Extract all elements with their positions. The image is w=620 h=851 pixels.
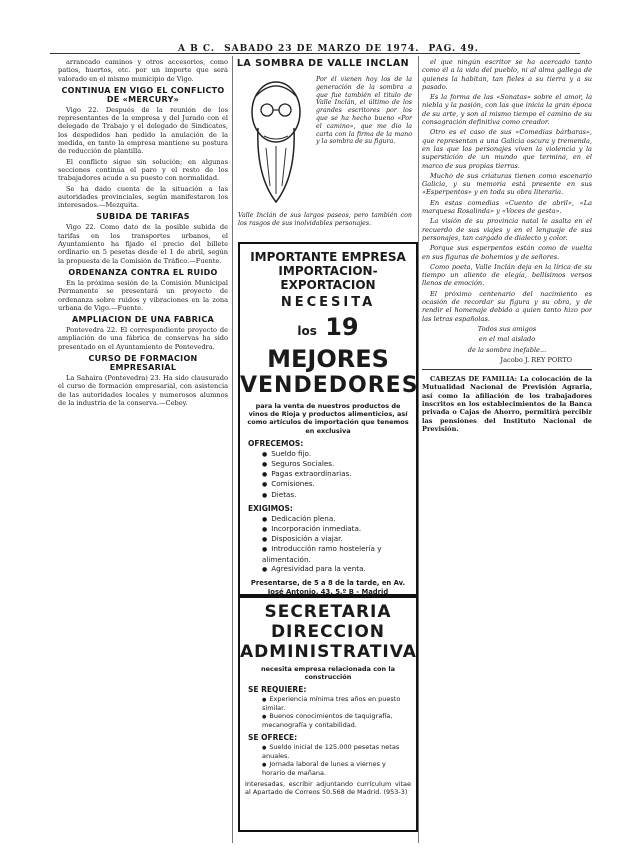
headline-fabrica: AMPLIACION DE UNA FABRICA xyxy=(71,315,214,325)
list-item: ● Disposición a viajar. xyxy=(262,534,408,544)
article-text: Como poeta, Valle Inclán deja en la lírica de su tiempo un aliento de elegía, bellísimos versos llenos de emoción. xyxy=(422,262,592,288)
ad-vendedores: VENDEDORES xyxy=(240,373,419,398)
article-text: Porque sus esperpentos están como de vuelta en sus figuras de bohemios y de señores. xyxy=(422,244,592,261)
article-text: Vigo 22. Como dato de la posible subida de tarifas en los transportes urbanos, el Ayuntamiento ha fijado el precio del billete ordinario en 5 pesetas desde el 1 de abril, según la propuesta de la Comisión de Tráfico.—Fuente. xyxy=(58,223,228,265)
author-signature: Jacobo J. REY PORTO xyxy=(500,355,572,364)
portrait-illustration xyxy=(236,76,314,210)
article-text: En la próxima sesión de la Comisión Municipal Permanente se presentará un proyecto de ordenanza sobre ruidos y vibraciones en la zona urbana de Vigo.—Fuente. xyxy=(58,278,228,312)
right-column xyxy=(422,58,592,848)
article-text: Se ha dado cuenta de la situación a las autoridades provinciales, según manifestaron los interesados.—Mezquita. xyxy=(58,184,228,210)
secretary-job-ad xyxy=(238,596,418,832)
verse-line: Todos sus amigos xyxy=(477,324,537,333)
headline-tarifas: SUBIDA DE TARIFAS xyxy=(96,212,190,222)
feature-text: Por él vienen hoy los de la generación de la sombra a que fue también el titulo de Valle Inclán, el último de los grandes escritores por los que se ha hecho bueno «Por el camino», que me dio la carta con la firma de la mano y la sombra de su figura. xyxy=(316,76,412,146)
left-column xyxy=(58,58,228,848)
article-text: Es la forma de las «Sonatas» sobre el amor, la niebla y la pasión, con las que inicia la gran época de su arte, y son al mismo tiempo el camino de su consagración definitiva como creador. xyxy=(422,93,592,127)
article-text: La visión de su provincia natal le asalta en el recuerdo de sus viajes y en el lenguaje de sus personajes, tan cargado de dialecto y color. xyxy=(422,217,592,242)
article-text: arrancado caminos y otros accesorios, como patios, huertos, etc. por un importe que será valorado en el mismo municipio de Vigo. xyxy=(58,58,228,83)
list-item: ● Comisiones. xyxy=(262,479,408,489)
list-item: ● Buenos conocimientos de taquigrafía, mecanografía y contabilidad. xyxy=(262,712,410,729)
issue-date: SABADO 23 DE MARZO DE 1974. xyxy=(224,44,420,54)
list-item: ● Sueldo inicial de 125.000 pesetas netas anuales. xyxy=(262,743,410,760)
ofrece-label: SE OFRECE: xyxy=(248,733,298,742)
article-text: el que ningún escritor se ha acercado tanto como él a la vida del pueblo, ni al alma gallega de quienes la habitan, tan fieles a su tierra y a su pasado. xyxy=(422,58,592,91)
ad-heading-1: IMPORTANTE EMPRESA xyxy=(250,250,406,264)
article-text: Pontevedra 22. El correspondiente proyecto de ampliación de una fábrica de conservas ha sido presentado en el Ayuntamiento de Pontevedra. xyxy=(58,326,228,351)
headline-ruido: ORDENANZA CONTRA EL RUIDO xyxy=(68,267,218,277)
exigimos-label: EXIGIMOS: xyxy=(248,503,293,513)
section-rule xyxy=(422,369,592,370)
ad-number: 19 MEJORES xyxy=(267,313,389,373)
verse-line: de la sombra inefable... xyxy=(467,345,547,354)
headline-curso: CURSO DE FORMACION EMPRESARIAL xyxy=(88,354,198,373)
sales-job-ad xyxy=(238,242,418,596)
article-text: Vigo 22. Después de la reunión de los representantes de la empresa y del Jurado con el delegado de Trabajo y el delegado de Sindicatos, los despedidos han pedido la anulación de la medida, en tanto la empresa mantiene su postura de reducción de plantilla. xyxy=(58,105,228,156)
ad-contact: Presentarse, de 5 a 8 de la tarde, en Av. José Antonio, 43, 5.º B - Madrid xyxy=(250,579,406,596)
ad-los: los xyxy=(297,324,317,338)
list-item: ● Seguros Sociales. xyxy=(262,459,408,469)
article-text: El próximo centenario del nacimiento es ocasión de recordar su figura y su obra, y de rendir el homenaje debido a quien tanto hizo por las letras españolas. xyxy=(422,289,592,323)
ofrecemos-list xyxy=(262,449,408,500)
page-number: PAG. 49. xyxy=(428,44,479,54)
ad-subtitle: necesita empresa relacionada con la construcción xyxy=(260,665,396,681)
ad-title-3: ADMINISTRATIVA xyxy=(240,642,417,662)
ad-necesita: NECESITA xyxy=(280,295,376,310)
article-text: El conflicto sigue sin solución; en algunas secciones continúa el paro y el resto de los trabajadores acude a su puesto con normalidad. xyxy=(58,157,228,183)
list-item: ● Incorporación inmediata. xyxy=(262,524,408,534)
article-text: En estas comedias «Cuento de abril», «La marquesa Rosalinda» y «Voces de gesta». xyxy=(422,198,592,216)
valle-inclan-feature xyxy=(232,56,414,232)
ad-heading-2: IMPORTACION-EXPORTACION xyxy=(278,264,378,292)
list-item: ● Dietas. xyxy=(262,490,408,500)
newspaper-name: A B C. xyxy=(178,44,215,54)
list-item: ● Pagas extraordinarias. xyxy=(262,469,408,479)
requiere-list xyxy=(262,695,410,729)
ad-contact: Interesadas, escribir adjuntando currículum vitae al Apartado de Correos 50.568 de Madrid. (953-3) xyxy=(245,780,411,796)
list-item: ● Experiencia mínima tres años en puesto similar. xyxy=(262,695,410,712)
column-rule-right xyxy=(418,56,419,843)
ofrece-list xyxy=(262,743,410,777)
ad-description: para la venta de nuestros productos de vinos de Rioja y productos alimenticios, así como artículos de importación que tenemos en exclusiva xyxy=(247,402,409,435)
list-item: ● Sueldo fijo. xyxy=(262,449,408,459)
article-text: Otro es el caso de sus «Comedias bárbaras», que representan a una Galicia oscura y tremenda, en las que los personajes viven la violencia y la superstición de un mundo que termina, en el marco de sus propias tierras. xyxy=(422,128,592,170)
verse-line: en el mal aislado xyxy=(478,335,536,344)
exigimos-list xyxy=(262,514,408,574)
feature-title: LA SOMBRA DE VALLE INCLAN xyxy=(236,58,410,69)
ad-title-1: SECRETARIA xyxy=(264,602,392,622)
article-text: La Sahaira (Pontevedra) 23. Ha sido clausurado el curso de formación empresarial, con asistencia de las autoridades locales y numerosos alumnos de la industria de la conserva.—Cebey. xyxy=(58,374,228,407)
list-item: ● Agresividad para la venta. xyxy=(262,564,408,574)
article-text: Mucho de sus criaturas tienen como escenario Galicia, y su memoria está presente en sus «Esperpentos» y en toda su obra literaria. xyxy=(422,171,592,197)
ad-count xyxy=(240,313,416,373)
headline-mercury: CONTINUA EN VIGO EL CONFLICTO DE «MERCURY» xyxy=(61,85,225,104)
list-item: ● Dedicación plena. xyxy=(262,514,408,524)
ofrecemos-label: OFRECEMOS: xyxy=(248,438,304,448)
list-item: ● Jornada laboral de lunes a viernes y horario de mañana. xyxy=(262,760,410,777)
requiere-label: SE REQUIERE: xyxy=(248,685,307,694)
list-item: ● Introducción ramo hostelería y alimentación. xyxy=(262,544,408,563)
header-rule xyxy=(50,53,580,54)
notice-text: CABEZAS DE FAMILIA: La colocación de la Mutualidad Nacional de Previsión Agraria, así como la afiliación de los trabajadores inscritos en los establecimientos de la Banca privada o Cajas de Ahorro, permitirá percibir las pensiones del Instituto Nacional de Previsión. xyxy=(422,375,592,433)
feature-caption: Valle Inclán de sus largos paseos, pero también con los rasgos de sus inolvidables personajes. xyxy=(238,212,412,227)
ad-title-2: DIRECCION xyxy=(270,622,386,642)
